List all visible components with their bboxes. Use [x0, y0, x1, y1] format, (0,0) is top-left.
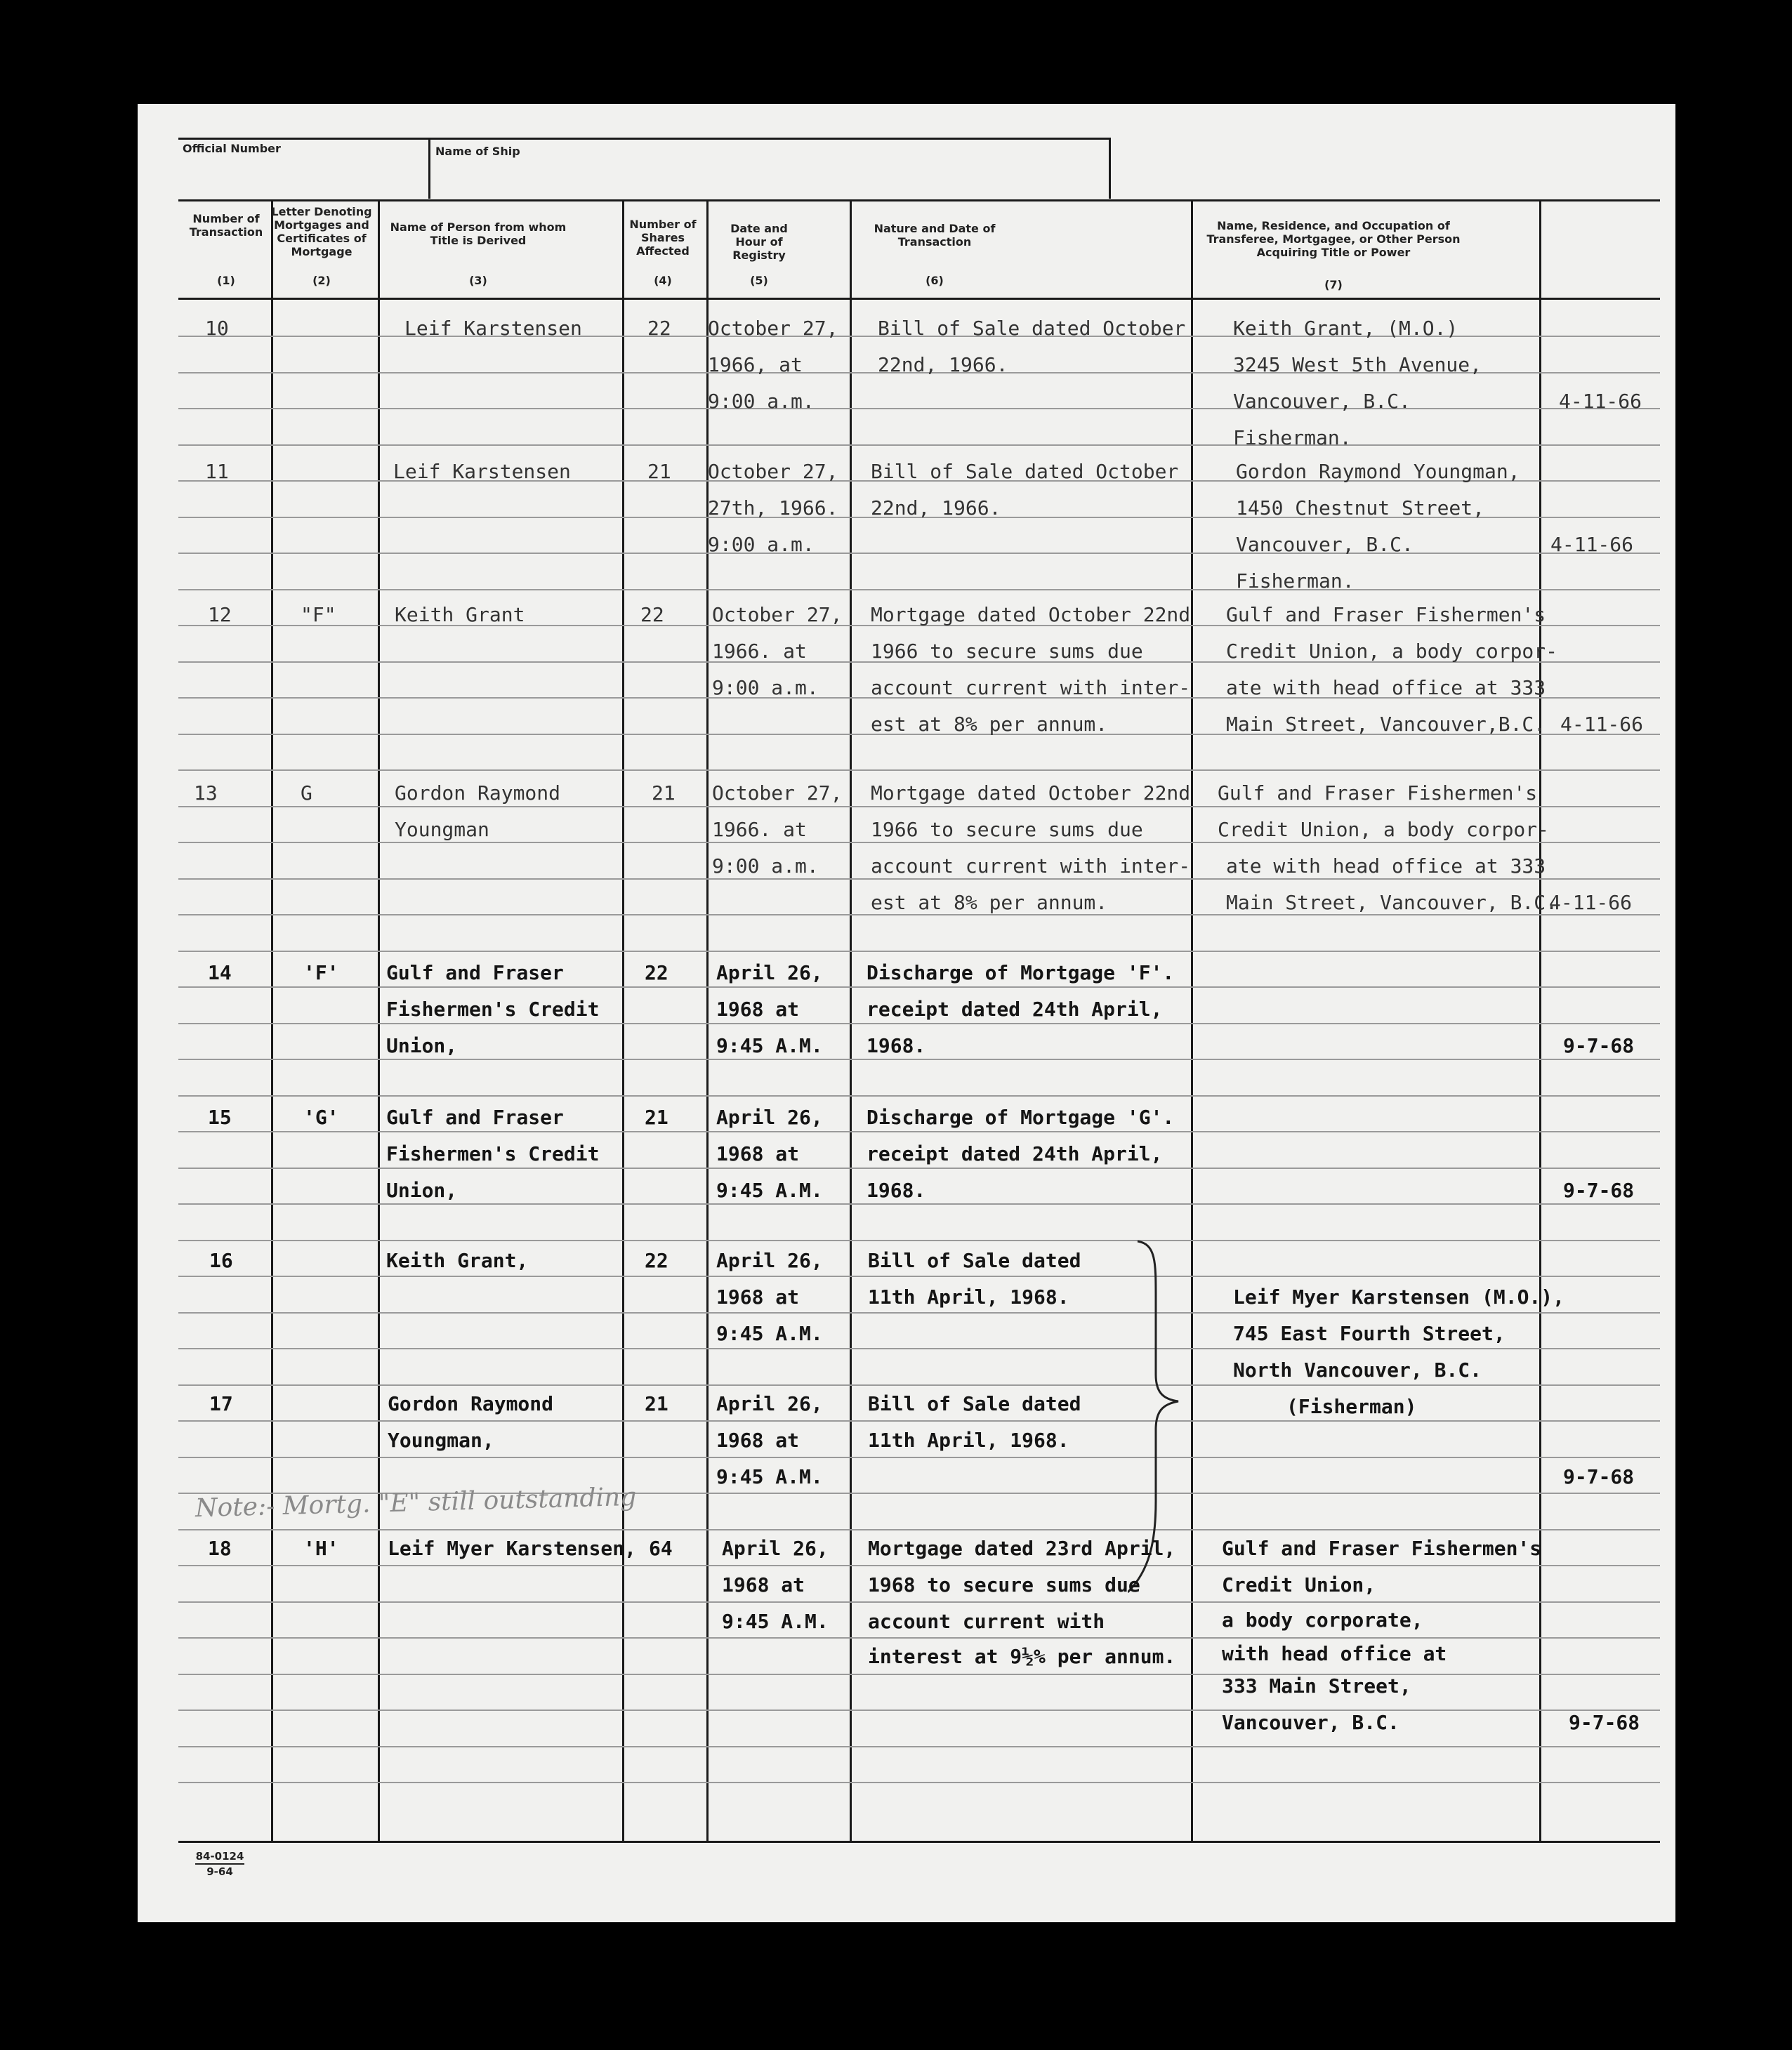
col-num-1: (1): [217, 274, 235, 287]
col-rule-4: [706, 199, 709, 1842]
entry-14-nature-2: receipt dated 24th April,: [867, 998, 1163, 1021]
entry-14-registry-3: 9:45 A.M.: [716, 1034, 823, 1057]
joint-transferee-4: (Fisherman): [1286, 1395, 1417, 1418]
form-code-date: 9-64: [206, 1865, 233, 1878]
col-header-7: Name, Residence, and Occupation of Transferee, Mortgagee, or Other Person Acquiring Title or Power: [1206, 219, 1461, 259]
entry-18-nature-3: account current with: [868, 1610, 1105, 1633]
entry-18-shares: 64: [649, 1537, 673, 1560]
entry-14-registry-1: April 26,: [716, 961, 823, 984]
col-header-6: Nature and Date of Transaction: [874, 222, 996, 249]
register-page: [138, 104, 1675, 1922]
official-number-label: Official Number: [183, 142, 281, 155]
entry-18-transferee-5: 333 Main Street,: [1222, 1674, 1411, 1698]
entry-12-transferee-2: Credit Union, a body corpor-: [1226, 640, 1558, 663]
entry-18-from: Leif Myer Karstensen,: [388, 1537, 637, 1560]
entry-13-from-1: Gordon Raymond: [395, 781, 561, 805]
entry-15-date: 9-7-68: [1563, 1179, 1635, 1202]
col-rule-2: [378, 199, 380, 1842]
ruled-line: [178, 1710, 1660, 1711]
entry-12-number: 12: [208, 603, 232, 626]
entry-15-shares: 21: [645, 1106, 668, 1129]
entry-18-nature-4: interest at 9½% per annum.: [868, 1645, 1176, 1668]
entry-17-nature-2: 11th April, 1968.: [868, 1429, 1069, 1452]
col-rule-7: [1539, 199, 1541, 1842]
col-rule-6: [1191, 199, 1193, 1842]
entry-11-date: 4-11-66: [1550, 533, 1634, 556]
joint-transferee-2: 745 East Fourth Street,: [1233, 1322, 1506, 1345]
ruled-line: [178, 408, 1660, 409]
entry-12-nature-4: est at 8% per annum.: [871, 713, 1108, 736]
entry-12-registry-2: 1966. at: [712, 640, 807, 663]
entry-11-number: 11: [205, 460, 229, 483]
joint-transferee-3: North Vancouver, B.C.: [1233, 1358, 1482, 1382]
entry-10-nature-2: 22nd, 1966.: [878, 353, 1008, 376]
entry-14-from-2: Fishermen's Credit: [386, 998, 600, 1021]
entry-18-transferee-1: Gulf and Fraser Fishermen's: [1222, 1537, 1542, 1560]
entry-10-transferee-4: Fisherman.: [1233, 426, 1352, 449]
ruled-line: [178, 1746, 1660, 1747]
entry-17-registry-2: 1968 at: [716, 1429, 800, 1452]
entry-13-nature-3: account current with inter-: [871, 854, 1191, 878]
entry-12-nature-2: 1966 to secure sums due: [871, 640, 1143, 663]
entry-16-registry-3: 9:45 A.M.: [716, 1322, 823, 1345]
col-num-4: (4): [654, 274, 672, 287]
col-num-6: (6): [925, 274, 944, 287]
entry-16-registry-2: 1968 at: [716, 1285, 800, 1309]
col-rule-5: [850, 199, 852, 1842]
entry-17-from-1: Gordon Raymond: [388, 1392, 554, 1415]
table-top-rule: [178, 199, 1660, 201]
col-rule-1: [271, 199, 273, 1842]
entry-12-date: 4-11-66: [1560, 713, 1644, 736]
entry-14-shares: 22: [645, 961, 668, 984]
entry-15-letter: 'G': [303, 1106, 339, 1129]
form-code: [195, 1849, 244, 1879]
entry-11-shares: 21: [647, 460, 671, 483]
entry-12-nature-3: account current with inter-: [871, 676, 1191, 699]
entry-13-transferee-1: Gulf and Fraser Fishermen's: [1218, 781, 1538, 805]
col-header-5: Date and Hour of Registry: [730, 222, 788, 262]
col-num-2: (2): [312, 274, 331, 287]
entry-17-shares: 21: [645, 1392, 668, 1415]
handwritten-note: Note:- Mortg. "E" still outstanding: [195, 1482, 637, 1523]
entry-13-nature-2: 1966 to secure sums due: [871, 818, 1143, 841]
entry-17-number: 17: [209, 1392, 233, 1415]
entry-18-transferee-4: with head office at: [1222, 1642, 1447, 1665]
entry-11-registry-3: 9:00 a.m.: [708, 533, 815, 556]
entry-16-shares: 22: [645, 1249, 668, 1272]
entry-18-transferee-3: a body corporate,: [1222, 1608, 1423, 1632]
entry-16-number: 16: [209, 1249, 233, 1272]
entry-15-from-3: Union,: [386, 1179, 458, 1202]
ruled-line: [178, 589, 1660, 590]
entry-18-nature-1: Mortgage dated 23rd April,: [868, 1537, 1176, 1560]
entry-17-nature-1: Bill of Sale dated: [868, 1392, 1081, 1415]
entry-13-registry-2: 1966. at: [712, 818, 807, 841]
entry-18-number: 18: [208, 1537, 232, 1560]
entry-12-nature-1: Mortgage dated October 22nd: [871, 603, 1191, 626]
entry-11-nature-1: Bill of Sale dated October: [871, 460, 1179, 483]
header-bottom-rule: [178, 298, 1660, 300]
entry-10-registry-1: October 27,: [708, 317, 838, 340]
entry-12-from: Keith Grant: [395, 603, 525, 626]
entry-12-transferee-4: Main Street, Vancouver,B.C.: [1226, 713, 1546, 736]
entry-10-registry-2: 1966, at: [708, 353, 803, 376]
col-header-4: Number of Shares Affected: [629, 218, 697, 258]
entry-12-transferee-3: ate with head office at 333: [1226, 676, 1546, 699]
entry-12-registry-3: 9:00 a.m.: [712, 676, 819, 699]
col-header-3: Name of Person from whom Title is Derived: [390, 220, 567, 247]
entry-16-registry-1: April 26,: [716, 1249, 823, 1272]
entry-15-number: 15: [208, 1106, 232, 1129]
ruled-line: [178, 553, 1660, 554]
entry-11-transferee-2: 1450 Chestnut Street,: [1236, 496, 1485, 520]
col-num-5: (5): [750, 274, 768, 287]
entry-14-number: 14: [208, 961, 232, 984]
ruled-line: [178, 1240, 1660, 1241]
entry-14-date: 9-7-68: [1563, 1034, 1635, 1057]
entry-18-date: 9-7-68: [1569, 1711, 1640, 1734]
entry-11-transferee-1: Gordon Raymond Youngman,: [1236, 460, 1520, 483]
entry-10-transferee-3: Vancouver, B.C.: [1233, 390, 1411, 413]
col-num-3: (3): [469, 274, 487, 287]
entry-10-registry-3: 9:00 a.m.: [708, 390, 815, 413]
entry-18-transferee-6: Vancouver, B.C.: [1222, 1711, 1399, 1734]
entry-13-transferee-4: Main Street, Vancouver, B.C.: [1226, 891, 1558, 914]
entry-18-registry-3: 9:45 A.M.: [722, 1610, 829, 1633]
entry-15-nature-3: 1968.: [867, 1179, 926, 1202]
entry-16-nature-2: 11th April, 1968.: [868, 1285, 1069, 1309]
entry-18-nature-2: 1968 to secure sums due: [868, 1573, 1140, 1596]
entry-13-registry-3: 9:00 a.m.: [712, 854, 819, 878]
entry-12-letter: "F": [301, 603, 336, 626]
entry-10-transferee-2: 3245 West 5th Avenue,: [1233, 353, 1482, 376]
entry-12-registry-1: October 27,: [712, 603, 843, 626]
col-rule-3: [622, 199, 624, 1842]
entry-15-registry-1: April 26,: [716, 1106, 823, 1129]
entry-18-registry-1: April 26,: [722, 1537, 829, 1560]
name-of-ship-label: Name of Ship: [435, 145, 520, 158]
entry-11-transferee-3: Vancouver, B.C.: [1236, 533, 1414, 556]
entry-14-nature-1: Discharge of Mortgage 'F'.: [867, 961, 1175, 984]
entry-15-nature-1: Discharge of Mortgage 'G'.: [867, 1106, 1175, 1129]
entry-13-registry-1: October 27,: [712, 781, 843, 805]
entry-17-from-2: Youngman,: [388, 1429, 494, 1452]
entry-14-letter: 'F': [303, 961, 339, 984]
entry-11-registry-2: 27th, 1966.: [708, 496, 838, 520]
form-code-number: 84-0124: [195, 1849, 244, 1865]
entry-16-nature-1: Bill of Sale dated: [868, 1249, 1081, 1272]
entry-18-letter: 'H': [303, 1537, 339, 1560]
entry-11-transferee-4: Fisherman.: [1236, 569, 1355, 593]
ruled-line: [178, 444, 1660, 446]
entry-15-registry-2: 1968 at: [716, 1142, 800, 1165]
entry-10-transferee-1: Keith Grant, (M.O.): [1233, 317, 1458, 340]
entry-13-letter: G: [301, 781, 312, 805]
entry-14-nature-3: 1968.: [867, 1034, 926, 1057]
ruled-line: [178, 1095, 1660, 1097]
entry-10-from: Leif Karstensen: [404, 317, 582, 340]
entry-13-nature-4: est at 8% per annum.: [871, 891, 1108, 914]
ruled-line: [178, 1782, 1660, 1783]
entry-11-registry-1: October 27,: [708, 460, 838, 483]
entry-10-date: 4-11-66: [1559, 390, 1642, 413]
entry-11-nature-2: 22nd, 1966.: [871, 496, 1001, 520]
entry-15-registry-3: 9:45 A.M.: [716, 1179, 823, 1202]
entry-15-from-2: Fishermen's Credit: [386, 1142, 600, 1165]
entry-17-date: 9-7-68: [1563, 1465, 1635, 1488]
ruled-line: [178, 951, 1660, 952]
entry-10-nature-1: Bill of Sale dated October: [878, 317, 1186, 340]
col-header-1: Number of Transaction: [189, 212, 263, 239]
entry-13-from-2: Youngman: [395, 818, 489, 841]
col-header-2: Letter Denoting Mortgages and Certificates of Mortgage: [271, 205, 372, 258]
entry-13-transferee-2: Credit Union, a body corpor-: [1218, 818, 1550, 841]
entry-15-from-1: Gulf and Fraser: [386, 1106, 564, 1129]
entry-18-transferee-2: Credit Union,: [1222, 1573, 1376, 1596]
entry-11-from: Leif Karstensen: [393, 460, 571, 483]
entry-18-registry-2: 1968 at: [722, 1573, 805, 1596]
entry-10-shares: 22: [647, 317, 671, 340]
ruled-line: [178, 769, 1660, 771]
col-num-7: (7): [1324, 278, 1343, 291]
entry-13-nature-1: Mortgage dated October 22nd: [871, 781, 1191, 805]
entry-13-shares: 21: [652, 781, 676, 805]
entry-14-registry-2: 1968 at: [716, 998, 800, 1021]
entry-13-date: 4-11-66: [1549, 891, 1633, 914]
entry-15-nature-2: receipt dated 24th April,: [867, 1142, 1163, 1165]
entry-14-from-3: Union,: [386, 1034, 458, 1057]
entry-17-registry-1: April 26,: [716, 1392, 823, 1415]
entry-13-transferee-3: ate with head office at 333: [1226, 854, 1546, 878]
entry-10-number: 10: [205, 317, 229, 340]
entry-16-from: Keith Grant,: [386, 1249, 529, 1272]
entry-12-transferee-1: Gulf and Fraser Fishermen's: [1226, 603, 1546, 626]
entry-12-shares: 22: [640, 603, 664, 626]
joint-transferee-1: Leif Myer Karstensen (M.O.),: [1233, 1285, 1565, 1309]
entry-13-number: 13: [194, 781, 218, 805]
entry-14-from-1: Gulf and Fraser: [386, 961, 564, 984]
entry-17-registry-3: 9:45 A.M.: [716, 1465, 823, 1488]
table-bottom-rule: [178, 1841, 1660, 1843]
